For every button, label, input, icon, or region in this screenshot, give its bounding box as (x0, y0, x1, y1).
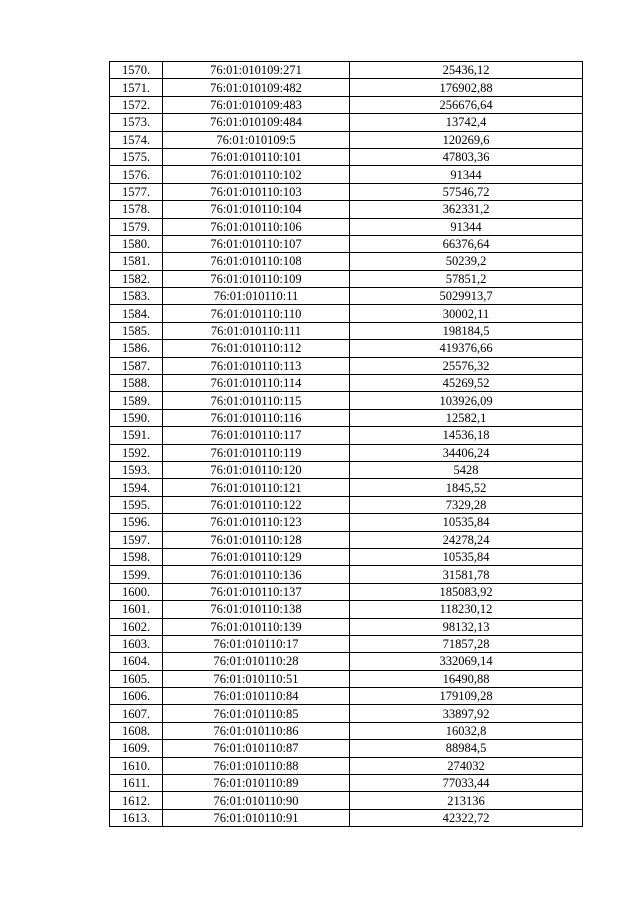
table-row (110, 601, 583, 618)
table-row (110, 531, 583, 548)
value-cell: 1845,52 (350, 479, 583, 496)
cadastral-number-cell: 76:01:010109:482 (163, 79, 350, 96)
row-number-cell: 1570. (110, 62, 163, 79)
value-cell: 12582,1 (350, 409, 583, 426)
table-row (110, 514, 583, 531)
row-number-cell: 1592. (110, 444, 163, 461)
cadastral-number-cell: 76:01:010110:111 (163, 322, 350, 339)
cadastral-number-cell: 76:01:010110:121 (163, 479, 350, 496)
table-row (110, 635, 583, 652)
table-row (110, 148, 583, 165)
value-cell: 120269,6 (350, 131, 583, 148)
table-row (110, 427, 583, 444)
table-row (110, 757, 583, 774)
row-number-cell: 1574. (110, 131, 163, 148)
row-number-cell: 1595. (110, 496, 163, 513)
cadastral-number-cell: 76:01:010110:117 (163, 427, 350, 444)
value-cell: 274032 (350, 757, 583, 774)
table-row (110, 461, 583, 478)
row-number-cell: 1601. (110, 601, 163, 618)
value-cell: 176902,88 (350, 79, 583, 96)
row-number-cell: 1612. (110, 792, 163, 809)
cadastral-number-cell: 76:01:010110:116 (163, 409, 350, 426)
cadastral-number-cell: 76:01:010110:120 (163, 461, 350, 478)
value-cell: 88984,5 (350, 740, 583, 757)
cadastral-number-cell: 76:01:010110:115 (163, 392, 350, 409)
value-cell: 198184,5 (350, 322, 583, 339)
cadastral-number-cell: 76:01:010110:109 (163, 270, 350, 287)
row-number-cell: 1607. (110, 705, 163, 722)
table-row (110, 409, 583, 426)
cadastral-number-cell: 76:01:010110:129 (163, 548, 350, 565)
cadastral-number-cell: 76:01:010110:84 (163, 688, 350, 705)
table-row (110, 201, 583, 218)
value-cell: 98132,13 (350, 618, 583, 635)
value-cell: 16032,8 (350, 722, 583, 739)
value-cell: 16490,88 (350, 670, 583, 687)
value-cell: 179109,28 (350, 688, 583, 705)
value-cell: 47803,36 (350, 148, 583, 165)
value-cell: 45269,52 (350, 375, 583, 392)
table-row (110, 775, 583, 792)
cadastral-number-cell: 76:01:010110:106 (163, 218, 350, 235)
cadastral-number-cell: 76:01:010110:138 (163, 601, 350, 618)
row-number-cell: 1582. (110, 270, 163, 287)
cadastral-number-cell: 76:01:010110:17 (163, 635, 350, 652)
value-cell: 118230,12 (350, 601, 583, 618)
value-cell: 419376,66 (350, 340, 583, 357)
cadastral-number-cell: 76:01:010110:114 (163, 375, 350, 392)
table-row (110, 444, 583, 461)
row-number-cell: 1583. (110, 288, 163, 305)
table-row (110, 392, 583, 409)
table-row (110, 235, 583, 252)
cadastral-number-cell: 76:01:010109:271 (163, 62, 350, 79)
cadastral-number-cell: 76:01:010110:102 (163, 166, 350, 183)
cadastral-number-cell: 76:01:010110:112 (163, 340, 350, 357)
row-number-cell: 1606. (110, 688, 163, 705)
table-row (110, 375, 583, 392)
value-cell: 42322,72 (350, 809, 583, 826)
value-cell: 25576,32 (350, 357, 583, 374)
row-number-cell: 1575. (110, 148, 163, 165)
cadastral-number-cell: 76:01:010110:137 (163, 583, 350, 600)
row-number-cell: 1597. (110, 531, 163, 548)
row-number-cell: 1602. (110, 618, 163, 635)
cadastral-number-cell: 76:01:010110:139 (163, 618, 350, 635)
cadastral-number-cell: 76:01:010110:103 (163, 183, 350, 200)
row-number-cell: 1594. (110, 479, 163, 496)
cadastral-number-cell: 76:01:010110:11 (163, 288, 350, 305)
cadastral-value-table (109, 61, 583, 827)
row-number-cell: 1593. (110, 461, 163, 478)
value-cell: 7329,28 (350, 496, 583, 513)
value-cell: 213136 (350, 792, 583, 809)
table-row (110, 270, 583, 287)
row-number-cell: 1584. (110, 305, 163, 322)
row-number-cell: 1576. (110, 166, 163, 183)
table-row (110, 583, 583, 600)
cadastral-number-cell: 76:01:010110:110 (163, 305, 350, 322)
value-cell: 34406,24 (350, 444, 583, 461)
cadastral-number-cell: 76:01:010110:122 (163, 496, 350, 513)
table-row (110, 218, 583, 235)
table-row (110, 253, 583, 270)
cadastral-number-cell: 76:01:010110:85 (163, 705, 350, 722)
value-cell: 332069,14 (350, 653, 583, 670)
row-number-cell: 1588. (110, 375, 163, 392)
row-number-cell: 1610. (110, 757, 163, 774)
table-row (110, 357, 583, 374)
value-cell: 91344 (350, 218, 583, 235)
value-cell: 50239,2 (350, 253, 583, 270)
value-cell: 14536,18 (350, 427, 583, 444)
value-cell: 57546,72 (350, 183, 583, 200)
cadastral-number-cell: 76:01:010110:87 (163, 740, 350, 757)
value-cell: 185083,92 (350, 583, 583, 600)
row-number-cell: 1578. (110, 201, 163, 218)
value-cell: 71857,28 (350, 635, 583, 652)
cadastral-number-cell: 76:01:010110:107 (163, 235, 350, 252)
row-number-cell: 1580. (110, 235, 163, 252)
value-cell: 30002,11 (350, 305, 583, 322)
table-row (110, 653, 583, 670)
cadastral-number-cell: 76:01:010110:101 (163, 148, 350, 165)
value-cell: 103926,09 (350, 392, 583, 409)
row-number-cell: 1585. (110, 322, 163, 339)
value-cell: 33897,92 (350, 705, 583, 722)
cadastral-number-cell: 76:01:010109:483 (163, 96, 350, 113)
table-row (110, 740, 583, 757)
cadastral-number-cell: 76:01:010110:119 (163, 444, 350, 461)
value-cell: 5029913,7 (350, 288, 583, 305)
value-cell: 91344 (350, 166, 583, 183)
cadastral-number-cell: 76:01:010110:89 (163, 775, 350, 792)
table-row (110, 548, 583, 565)
cadastral-number-cell: 76:01:010110:128 (163, 531, 350, 548)
cadastral-number-cell: 76:01:010110:51 (163, 670, 350, 687)
value-cell: 13742,4 (350, 114, 583, 131)
table-row (110, 183, 583, 200)
value-cell: 24278,24 (350, 531, 583, 548)
row-number-cell: 1589. (110, 392, 163, 409)
cadastral-number-cell: 76:01:010109:484 (163, 114, 350, 131)
cadastral-number-cell: 76:01:010110:113 (163, 357, 350, 374)
value-cell: 31581,78 (350, 566, 583, 583)
cadastral-number-cell: 76:01:010110:108 (163, 253, 350, 270)
cadastral-number-cell: 76:01:010110:86 (163, 722, 350, 739)
table-row (110, 479, 583, 496)
cadastral-number-cell: 76:01:010110:28 (163, 653, 350, 670)
row-number-cell: 1604. (110, 653, 163, 670)
cadastral-number-cell: 76:01:010110:90 (163, 792, 350, 809)
row-number-cell: 1579. (110, 218, 163, 235)
row-number-cell: 1573. (110, 114, 163, 131)
value-cell: 256676,64 (350, 96, 583, 113)
row-number-cell: 1577. (110, 183, 163, 200)
row-number-cell: 1600. (110, 583, 163, 600)
table-row (110, 792, 583, 809)
row-number-cell: 1605. (110, 670, 163, 687)
row-number-cell: 1591. (110, 427, 163, 444)
row-number-cell: 1571. (110, 79, 163, 96)
value-cell: 362331,2 (350, 201, 583, 218)
table-row (110, 96, 583, 113)
table-row (110, 79, 583, 96)
row-number-cell: 1572. (110, 96, 163, 113)
table-row (110, 322, 583, 339)
row-number-cell: 1598. (110, 548, 163, 565)
table-row (110, 809, 583, 826)
row-number-cell: 1611. (110, 775, 163, 792)
row-number-cell: 1609. (110, 740, 163, 757)
row-number-cell: 1608. (110, 722, 163, 739)
table-row (110, 722, 583, 739)
table-row (110, 688, 583, 705)
cadastral-number-cell: 76:01:010109:5 (163, 131, 350, 148)
value-cell: 77033,44 (350, 775, 583, 792)
table-row (110, 496, 583, 513)
row-number-cell: 1590. (110, 409, 163, 426)
row-number-cell: 1581. (110, 253, 163, 270)
table-row (110, 670, 583, 687)
value-cell: 57851,2 (350, 270, 583, 287)
table-row (110, 618, 583, 635)
row-number-cell: 1613. (110, 809, 163, 826)
value-cell: 66376,64 (350, 235, 583, 252)
row-number-cell: 1587. (110, 357, 163, 374)
value-cell: 25436,12 (350, 62, 583, 79)
row-number-cell: 1586. (110, 340, 163, 357)
cadastral-number-cell: 76:01:010110:88 (163, 757, 350, 774)
row-number-cell: 1603. (110, 635, 163, 652)
table-row (110, 62, 583, 79)
table-row (110, 305, 583, 322)
table-row (110, 705, 583, 722)
cadastral-number-cell: 76:01:010110:104 (163, 201, 350, 218)
table-row (110, 340, 583, 357)
row-number-cell: 1599. (110, 566, 163, 583)
table-row (110, 566, 583, 583)
cadastral-number-cell: 76:01:010110:91 (163, 809, 350, 826)
value-cell: 10535,84 (350, 548, 583, 565)
value-cell: 10535,84 (350, 514, 583, 531)
table-row (110, 114, 583, 131)
table-body (110, 62, 583, 827)
cadastral-number-cell: 76:01:010110:123 (163, 514, 350, 531)
table-row (110, 288, 583, 305)
value-cell: 5428 (350, 461, 583, 478)
row-number-cell: 1596. (110, 514, 163, 531)
table-row (110, 131, 583, 148)
table-row (110, 166, 583, 183)
cadastral-number-cell: 76:01:010110:136 (163, 566, 350, 583)
